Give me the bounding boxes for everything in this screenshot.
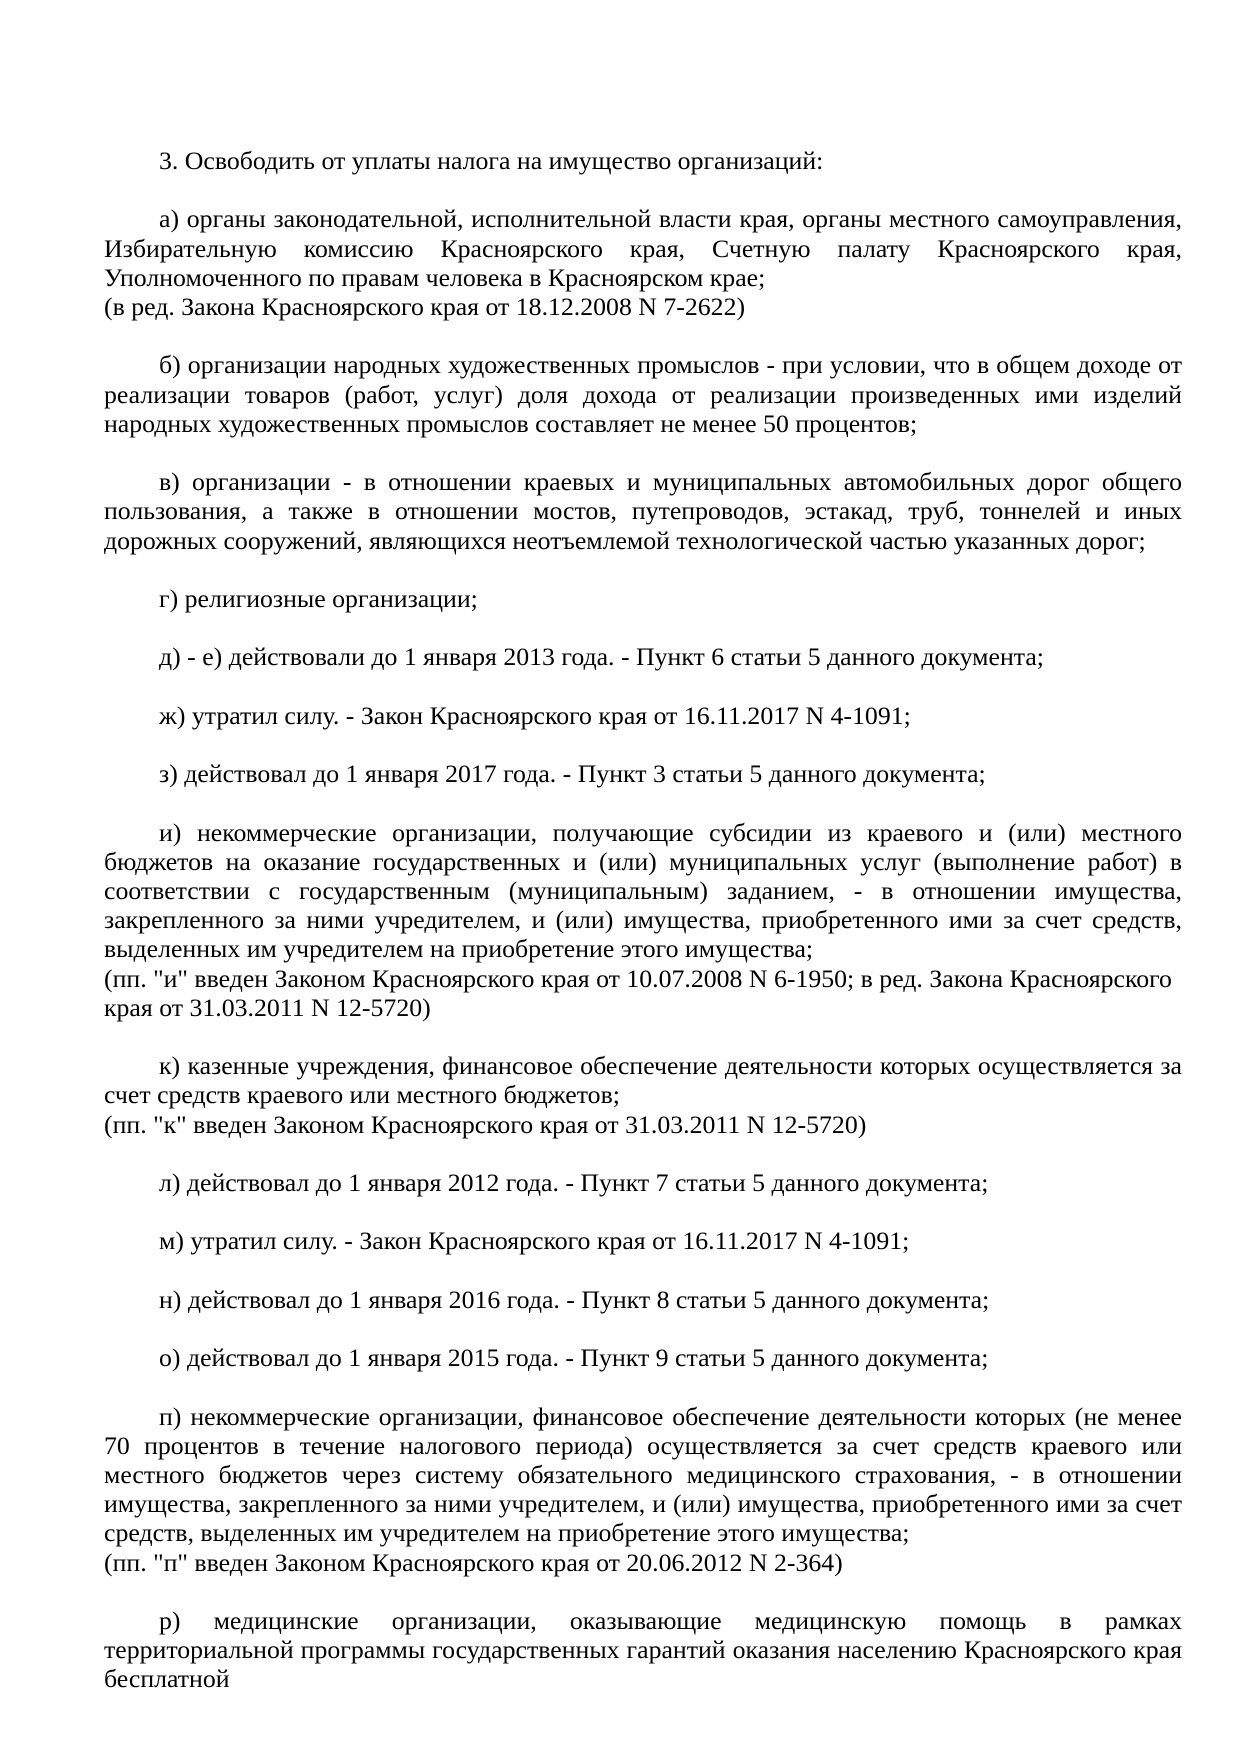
subclause-d-e: д) - е) действовали до 1 января 2013 года. - Пункт 6 статьи 5 данного документа;: [159, 642, 1044, 672]
clause-3-heading: 3. Освободить от уплаты налога на имущество организаций:: [159, 146, 824, 175]
amendment-note-p: (пп. "п" введен Законом Красноярского края от 20.06.2012 N 2-364): [104, 1547, 843, 1577]
subclause-b: б) организации народных художественных промыслов - при условии, что в общем доходе от реализации товаров (работ, услуг) доля дохода от реализации произведенных ими изделий народных художественных промыслов составляет не менее 50 процентов;: [104, 350, 1182, 438]
subclause-k: к) казенные учреждения, финансовое обеспечение деятельности которых осуществляется за счет средств краевого или местного бюджетов;: [104, 1051, 1182, 1110]
subclause-l: л) действовал до 1 января 2012 года. - Пункт 7 статьи 5 данного документа;: [159, 1167, 989, 1197]
subclause-i: и) некоммерческие организации, получающие субсидии из краевого и (или) местного бюджетов на оказание государственных и (или) муниципальных услуг (выполнение работ) в соответствии с государственным (муниципальным) заданием, - в отношении имущества, закрепленного за ними учредителем, и (или) имущества, приобретенного ими за счет средств, выделенных им учредителем на приобретение этого имущества;: [104, 817, 1182, 964]
amendment-note-a: (в ред. Закона Красноярского края от 18.12.2008 N 7-2622): [104, 292, 746, 321]
subclause-g: г) религиозные организации;: [159, 583, 478, 613]
subclause-zh: ж) утратил силу. - Закон Красноярского края от 16.11.2017 N 4-1091;: [159, 700, 911, 730]
subclause-a: а) органы законодательной, исполнительной власти края, органы местного самоуправления, Избирательную комиссию Красноярского края, Счетную палату Красноярского края, Уполномоченного по правам человека в Красноярском крае;: [104, 204, 1182, 292]
document-text-body: [104, 146, 1182, 1694]
subclause-z: з) действовал до 1 января 2017 года. - Пункт 3 статьи 5 данного документа;: [159, 759, 986, 789]
subclause-v: в) организации - в отношении краевых и муниципальных автомобильных дорог общего пользования, а также в отношении мостов, путепроводов, эстакад, труб, тоннелей и иных дорожных сооружений, являющихся неотъемлемой технологической частью указанных дорог;: [104, 467, 1182, 555]
subclause-n: н) действовал до 1 января 2016 года. - Пункт 8 статьи 5 данного документа;: [159, 1284, 990, 1314]
subclause-p: п) некоммерческие организации, финансовое обеспечение деятельности которых (не менее 70 процентов в течение налогового периода) осуществляется за счет средств краевого или местного бюджетов через систему обязательного медицинского страхования, - в отношении имущества, закрепленного за ними учредителем, и (или) имущества, приобретенного ими за счет средств, выделенных им учредителем на приобретение этого имущества;: [104, 1401, 1182, 1548]
subclause-m: м) утратил силу. - Закон Красноярского края от 16.11.2017 N 4-1091;: [159, 1226, 910, 1256]
subclause-o: о) действовал до 1 января 2015 года. - Пункт 9 статьи 5 данного документа;: [159, 1343, 989, 1373]
amendment-note-i: (пп. "и" введен Законом Красноярского края от 10.07.2008 N 6-1950; в ред. Закона Красноярского края от 31.03.2011 N 12-5720): [104, 963, 1172, 1022]
subclause-r: р) медицинские организации, оказывающие медицинскую помощь в рамках территориальной программы государственных гарантий оказания населению Красноярского края бесплатной: [104, 1605, 1182, 1694]
amendment-note-k: (пп. "к" введен Законом Красноярского края от 31.03.2011 N 12-5720): [104, 1109, 867, 1139]
